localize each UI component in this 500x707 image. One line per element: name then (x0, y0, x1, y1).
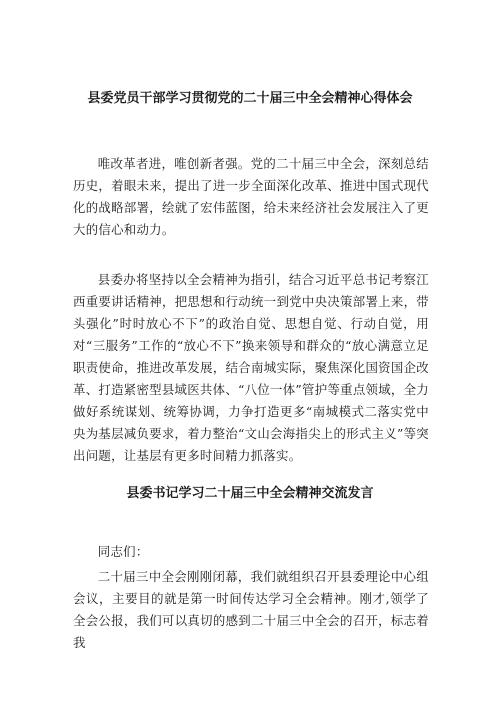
salutation: 同志们： (97, 544, 149, 559)
document-title: 县委党员干部学习贯彻党的二十届三中全会精神心得体会 (87, 91, 413, 106)
paragraph-county-office: 县委办将坚持以全会精神为指引，结合习近平总书记考察江西重要讲话精神，把思想和行动统一到党中央决策部署上来，带头强化”时时放心不下”的政治自觉、思想自觉、行动自觉，用对“三服务”工作的“放心不下”换来领导和群众的“放心满意立足职责使命，推进改革发展，结合南城实际，聚焦深化国资国企改革、打造紧密型县域医共体、“八位一体”管护等重点领域，全力做好系统谋划、统筹协调，力争打造更多“南城模式二落实党中央为基层减负要求，着力整治“文山会海指尖上的形式主义”等突出问题，让基层有更多时间精力抓落实。 (73, 272, 429, 463)
paragraph-intro: 唯改革者进，唯创新者强。党的二十届三中全会，深刻总结历史，着眼未来，提出了进一步全面深化改革、推进中国式现代化的战略部署，绘就了宏伟蓝图，给未来经济社会发展注入了更大的信心和动力。 (73, 156, 429, 237)
section-title: 县委书记学习二十届三中全会精神交流发言 (126, 486, 374, 501)
paragraph-speech: 二十届三中全会刚刚闭幕，我们就组织召开县委理论中心组会议，主要目的就是第一时间传达学习全会精神。刚才,领学了全会公报，我们可以真切的感到二十届三中全会的召开，标志着我 (73, 569, 429, 650)
